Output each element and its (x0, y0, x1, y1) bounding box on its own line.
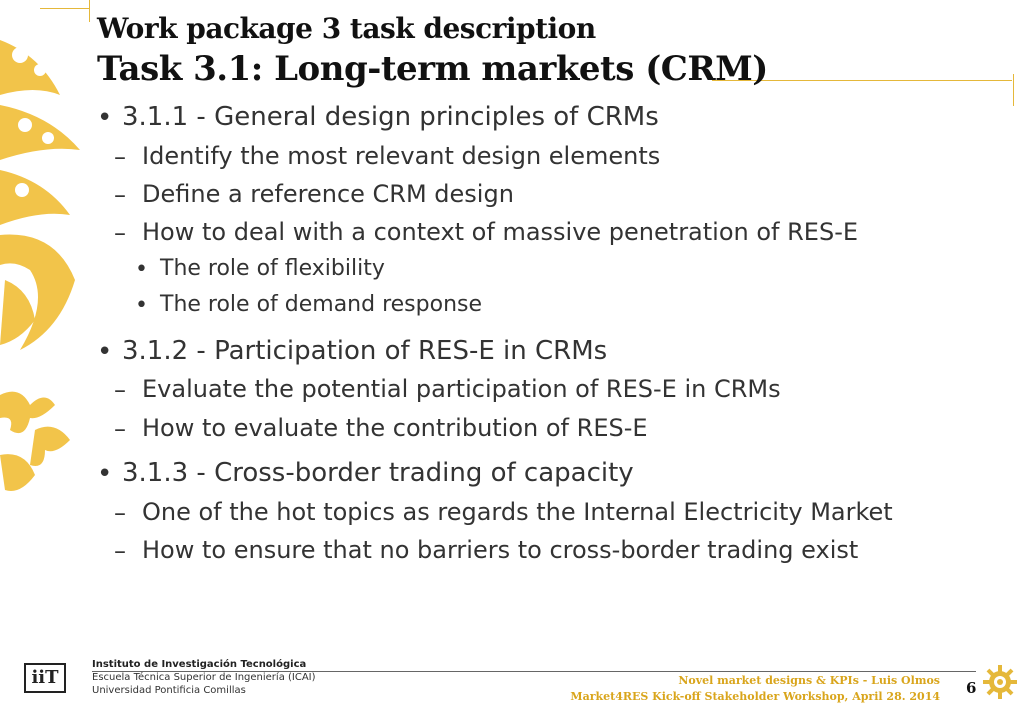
outline-item-level1: 3.1.2 - Participation of RES-E in CRMs (122, 336, 608, 366)
outline-item-level2: How to deal with a context of massive penetration of RES-E (142, 218, 859, 246)
dash-marker: – (114, 219, 126, 247)
outline-item-level2: How to ensure that no barriers to cross-border trading exist (142, 536, 859, 564)
accent-line-top-left (40, 8, 90, 9)
outline-item-level2: One of the hot topics as regards the Internal Electricity Market (142, 498, 893, 526)
page-subtitle: Task 3.1: Long-term markets (CRM) (97, 49, 768, 89)
dash-marker: – (114, 415, 126, 443)
dash-marker: – (114, 376, 126, 404)
outline-item-level2: Identify the most relevant design elements (142, 142, 661, 170)
logo-text: iiT (31, 667, 59, 688)
outline-item-level2: Evaluate the potential participation of RES-E in CRMs (142, 375, 781, 403)
footer-divider (92, 671, 976, 672)
accent-tick-right (1013, 74, 1014, 106)
institution-school: Escuela Técnica Superior de Ingeniería (ICAI) (92, 672, 316, 683)
outline-item-level3: The role of demand response (160, 292, 483, 317)
dash-marker: – (114, 499, 126, 527)
outline-item-level2: How to evaluate the contribution of RES-E (142, 414, 648, 442)
institution-university: Universidad Pontificia Comillas (92, 685, 246, 696)
outline-item-level1: 3.1.1 - General design principles of CRMs (122, 102, 659, 132)
gear-emblem-icon (982, 664, 1018, 700)
outline-item-level3: The role of flexibility (160, 256, 385, 281)
accent-tick-top-left (89, 0, 90, 22)
page-number: 6 (966, 679, 977, 697)
dash-marker: – (114, 143, 126, 171)
dash-marker: – (114, 537, 126, 565)
dash-marker: – (114, 181, 126, 209)
bullet-marker: • (135, 257, 148, 282)
outline-item-level1: 3.1.3 - Cross-border trading of capacity (122, 458, 634, 488)
crown-crest-decoration-icon (0, 0, 92, 540)
bullet-marker: • (97, 103, 113, 133)
institution-logo (24, 663, 66, 693)
outline-item-level2: Define a reference CRM design (142, 180, 514, 208)
bullet-marker: • (135, 293, 148, 318)
page-title: Work package 3 task description (97, 12, 596, 45)
footer-presentation-info: Novel market designs & KPIs - Luis Olmos (678, 674, 940, 687)
bullet-marker: • (97, 337, 113, 367)
bullet-marker: • (97, 459, 113, 489)
footer-event-info: Market4RES Kick-off Stakeholder Workshop, April 28. 2014 (570, 690, 940, 703)
institution-name: Instituto de Investigación Tecnológica (92, 659, 307, 670)
